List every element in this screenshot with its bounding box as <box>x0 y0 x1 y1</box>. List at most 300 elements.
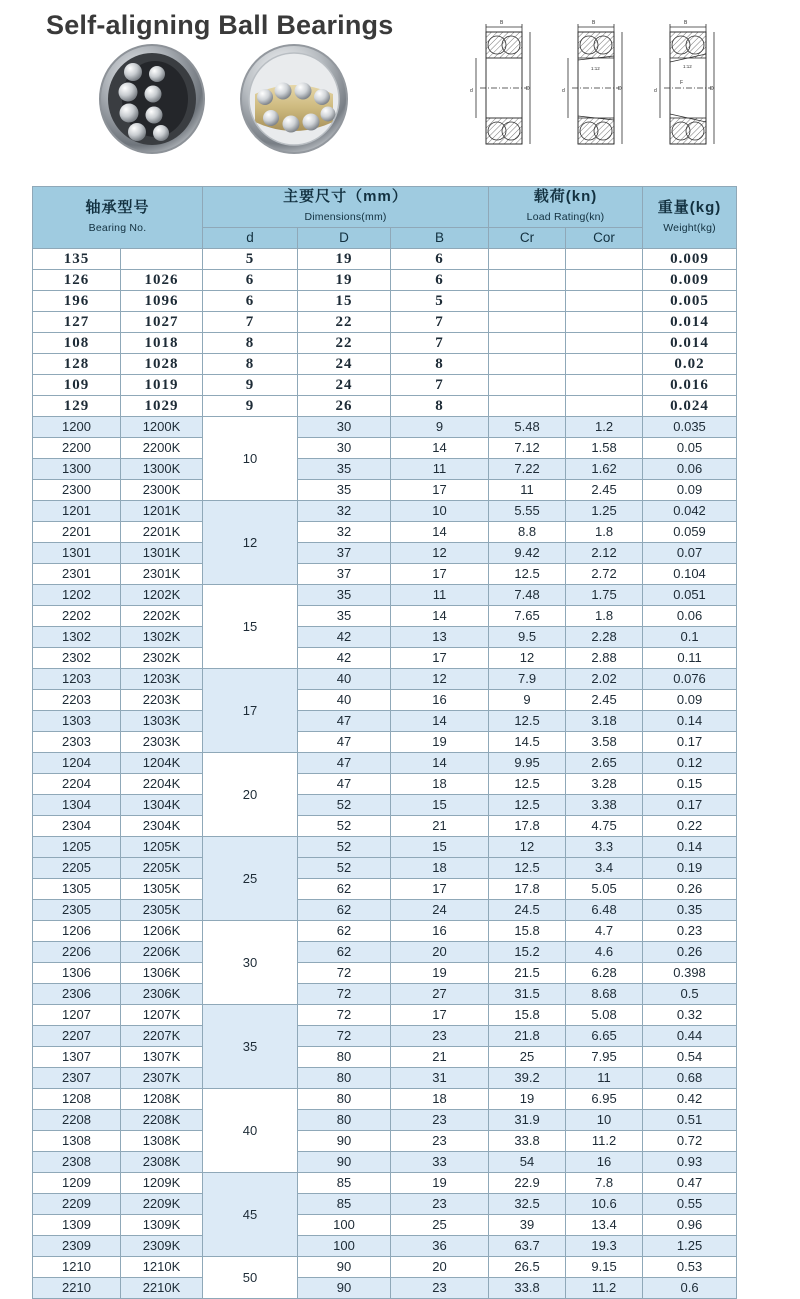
cell-weight: 0.55 <box>643 1194 737 1215</box>
cell-weight: 0.26 <box>643 942 737 963</box>
cell-weight: 0.5 <box>643 984 737 1005</box>
header-weight-en: Weight(kg) <box>663 221 716 234</box>
cell-bearing-no-1: 1309 <box>33 1215 121 1236</box>
cell-dynamic-load-Cr: 7.48 <box>489 585 566 606</box>
cell-bore-d: 9 <box>203 396 298 417</box>
header-col-Cor: Cor <box>566 228 643 249</box>
bearing-photo-group <box>95 42 360 157</box>
cell-static-load-Cor: 1.75 <box>566 585 643 606</box>
cell-weight: 0.06 <box>643 459 737 480</box>
cell-bearing-no-2: 2305K <box>121 900 203 921</box>
cell-outer-diameter-D: 32 <box>298 501 391 522</box>
cell-outer-diameter-D: 32 <box>298 522 391 543</box>
cell-bearing-no-1: 1208 <box>33 1089 121 1110</box>
cell-bearing-no-1: 2303 <box>33 732 121 753</box>
cell-bore-d: 8 <box>203 333 298 354</box>
cell-width-B: 7 <box>391 333 489 354</box>
cell-static-load-Cor: 2.45 <box>566 690 643 711</box>
svg-text:F: F <box>680 80 684 86</box>
cell-static-load-Cor: 11 <box>566 1068 643 1089</box>
cell-outer-diameter-D: 47 <box>298 753 391 774</box>
cell-bore-d: 8 <box>203 354 298 375</box>
cell-dynamic-load-Cr: 15.2 <box>489 942 566 963</box>
cell-dynamic-load-Cr: 22.9 <box>489 1173 566 1194</box>
cell-outer-diameter-D: 47 <box>298 732 391 753</box>
cell-dynamic-load-Cr <box>489 291 566 312</box>
table-row <box>33 837 737 858</box>
cell-dynamic-load-Cr: 12.5 <box>489 774 566 795</box>
header-banner <box>0 0 800 178</box>
cell-outer-diameter-D: 72 <box>298 963 391 984</box>
table-row <box>33 1194 737 1215</box>
cell-outer-diameter-D: 80 <box>298 1089 391 1110</box>
cell-width-B: 8 <box>391 354 489 375</box>
cell-outer-diameter-D: 35 <box>298 606 391 627</box>
cell-bearing-no-2: 2205K <box>121 858 203 879</box>
cell-bearing-no-1: 1303 <box>33 711 121 732</box>
cell-bearing-no-2: 2208K <box>121 1110 203 1131</box>
cell-static-load-Cor: 1.25 <box>566 501 643 522</box>
cell-bearing-no-2: 2300K <box>121 480 203 501</box>
cell-weight: 0.009 <box>643 270 737 291</box>
cell-width-B: 15 <box>391 795 489 816</box>
cell-static-load-Cor <box>566 270 643 291</box>
cell-outer-diameter-D: 52 <box>298 858 391 879</box>
cell-static-load-Cor: 6.28 <box>566 963 643 984</box>
cell-bearing-no-2: 2309K <box>121 1236 203 1257</box>
cell-bearing-no-1: 2204 <box>33 774 121 795</box>
cell-outer-diameter-D: 35 <box>298 585 391 606</box>
cell-weight: 0.51 <box>643 1110 737 1131</box>
cell-weight: 0.44 <box>643 1026 737 1047</box>
cell-bearing-no-1: 1300 <box>33 459 121 480</box>
table-row <box>33 543 737 564</box>
cell-dynamic-load-Cr: 31.9 <box>489 1110 566 1131</box>
cell-dynamic-load-Cr: 12.5 <box>489 795 566 816</box>
table-row <box>33 1173 737 1194</box>
cell-static-load-Cor: 1.2 <box>566 417 643 438</box>
cell-dynamic-load-Cr: 9.5 <box>489 627 566 648</box>
cell-dynamic-load-Cr: 12.5 <box>489 858 566 879</box>
cell-width-B: 16 <box>391 690 489 711</box>
cell-width-B: 6 <box>391 249 489 270</box>
cell-bearing-no-1: 129 <box>33 396 121 417</box>
cell-dynamic-load-Cr: 33.8 <box>489 1278 566 1299</box>
cell-static-load-Cor: 2.88 <box>566 648 643 669</box>
cell-outer-diameter-D: 90 <box>298 1278 391 1299</box>
cell-dynamic-load-Cr <box>489 354 566 375</box>
cell-weight: 0.009 <box>643 249 737 270</box>
cell-width-B: 19 <box>391 732 489 753</box>
cell-weight: 0.22 <box>643 816 737 837</box>
cell-dynamic-load-Cr <box>489 249 566 270</box>
cell-bearing-no-2: 2209K <box>121 1194 203 1215</box>
cell-bore-d: 17 <box>203 669 298 753</box>
cell-static-load-Cor: 2.02 <box>566 669 643 690</box>
cell-width-B: 7 <box>391 375 489 396</box>
cell-bore-d: 9 <box>203 375 298 396</box>
svg-text:D: D <box>526 86 530 92</box>
table-row <box>33 879 737 900</box>
cell-bearing-no-1: 1201 <box>33 501 121 522</box>
cell-outer-diameter-D: 24 <box>298 375 391 396</box>
cell-weight: 0.54 <box>643 1047 737 1068</box>
cell-weight: 0.024 <box>643 396 737 417</box>
cell-dynamic-load-Cr: 7.12 <box>489 438 566 459</box>
cell-dynamic-load-Cr: 5.48 <box>489 417 566 438</box>
table-row <box>33 711 737 732</box>
cell-dynamic-load-Cr: 12.5 <box>489 711 566 732</box>
header-col-Cr: Cr <box>489 228 566 249</box>
cell-outer-diameter-D: 42 <box>298 627 391 648</box>
cell-outer-diameter-D: 19 <box>298 249 391 270</box>
cell-static-load-Cor: 2.72 <box>566 564 643 585</box>
cell-static-load-Cor: 11.2 <box>566 1131 643 1152</box>
cell-bearing-no-1: 2203 <box>33 690 121 711</box>
cell-dynamic-load-Cr: 39 <box>489 1215 566 1236</box>
cell-bearing-no-1: 1302 <box>33 627 121 648</box>
cell-width-B: 6 <box>391 270 489 291</box>
cell-outer-diameter-D: 72 <box>298 1026 391 1047</box>
bearing-photo-steel-cage <box>95 42 210 157</box>
cell-width-B: 21 <box>391 1047 489 1068</box>
cell-weight: 0.014 <box>643 312 737 333</box>
cell-outer-diameter-D: 26 <box>298 396 391 417</box>
cell-weight: 0.104 <box>643 564 737 585</box>
cell-outer-diameter-D: 30 <box>298 438 391 459</box>
cell-dynamic-load-Cr: 14.5 <box>489 732 566 753</box>
cell-outer-diameter-D: 90 <box>298 1131 391 1152</box>
svg-text:d: d <box>470 88 473 94</box>
cell-outer-diameter-D: 85 <box>298 1173 391 1194</box>
cell-weight: 0.19 <box>643 858 737 879</box>
cell-bearing-no-1: 135 <box>33 249 121 270</box>
cell-static-load-Cor: 5.08 <box>566 1005 643 1026</box>
cell-dynamic-load-Cr: 5.55 <box>489 501 566 522</box>
cell-bore-d: 25 <box>203 837 298 921</box>
cell-bearing-no-1: 1207 <box>33 1005 121 1026</box>
cell-width-B: 31 <box>391 1068 489 1089</box>
cell-width-B: 16 <box>391 921 489 942</box>
table-row <box>33 459 737 480</box>
header-bearing-no-en: Bearing No. <box>88 221 147 234</box>
cell-outer-diameter-D: 52 <box>298 837 391 858</box>
cell-weight: 1.25 <box>643 1236 737 1257</box>
cell-bearing-no-2: 2202K <box>121 606 203 627</box>
cell-bearing-no-1: 2207 <box>33 1026 121 1047</box>
cell-weight: 0.06 <box>643 606 737 627</box>
cell-bearing-no-2: 1208K <box>121 1089 203 1110</box>
cell-width-B: 10 <box>391 501 489 522</box>
cell-weight: 0.09 <box>643 480 737 501</box>
cell-bearing-no-1: 2304 <box>33 816 121 837</box>
cell-weight: 0.09 <box>643 690 737 711</box>
cell-bore-d: 30 <box>203 921 298 1005</box>
cell-outer-diameter-D: 62 <box>298 921 391 942</box>
cell-bearing-no-1: 1307 <box>33 1047 121 1068</box>
cell-outer-diameter-D: 42 <box>298 648 391 669</box>
cell-width-B: 14 <box>391 606 489 627</box>
cell-weight: 0.6 <box>643 1278 737 1299</box>
cell-dynamic-load-Cr: 32.5 <box>489 1194 566 1215</box>
cell-outer-diameter-D: 100 <box>298 1236 391 1257</box>
cell-width-B: 9 <box>391 417 489 438</box>
cell-static-load-Cor: 3.4 <box>566 858 643 879</box>
cell-outer-diameter-D: 35 <box>298 480 391 501</box>
header-dimensions-en: Dimensions(mm) <box>304 211 387 223</box>
cell-bore-d: 20 <box>203 753 298 837</box>
cell-weight: 0.72 <box>643 1131 737 1152</box>
table-row <box>33 963 737 984</box>
cell-dynamic-load-Cr: 33.8 <box>489 1131 566 1152</box>
cell-static-load-Cor: 7.8 <box>566 1173 643 1194</box>
cell-bearing-no-2: 1019 <box>121 375 203 396</box>
cell-dynamic-load-Cr: 25 <box>489 1047 566 1068</box>
table-row <box>33 1152 737 1173</box>
cell-width-B: 36 <box>391 1236 489 1257</box>
cell-static-load-Cor <box>566 291 643 312</box>
cell-dynamic-load-Cr: 39.2 <box>489 1068 566 1089</box>
cell-outer-diameter-D: 37 <box>298 564 391 585</box>
cell-dynamic-load-Cr: 21.8 <box>489 1026 566 1047</box>
cell-outer-diameter-D: 40 <box>298 690 391 711</box>
cell-static-load-Cor <box>566 354 643 375</box>
table-row <box>33 270 737 291</box>
cell-bearing-no-2: 1205K <box>121 837 203 858</box>
table-row <box>33 522 737 543</box>
cell-bearing-no-2: 1207K <box>121 1005 203 1026</box>
cell-static-load-Cor <box>566 312 643 333</box>
cell-dynamic-load-Cr <box>489 312 566 333</box>
cell-dynamic-load-Cr: 21.5 <box>489 963 566 984</box>
cell-weight: 0.11 <box>643 648 737 669</box>
table-row <box>33 417 737 438</box>
cell-bearing-no-2: 1303K <box>121 711 203 732</box>
cell-weight: 0.15 <box>643 774 737 795</box>
table-row <box>33 354 737 375</box>
cell-outer-diameter-D: 35 <box>298 459 391 480</box>
table-row <box>33 1068 737 1089</box>
cell-bearing-no-1: 1308 <box>33 1131 121 1152</box>
cell-bearing-no-2: 1209K <box>121 1173 203 1194</box>
cell-outer-diameter-D: 90 <box>298 1152 391 1173</box>
svg-text:d: d <box>562 88 565 94</box>
cell-weight: 0.47 <box>643 1173 737 1194</box>
header-load-en: Load Rating(kn) <box>526 211 605 223</box>
cell-bearing-no-2: 2306K <box>121 984 203 1005</box>
cell-width-B: 24 <box>391 900 489 921</box>
cell-bearing-no-2: 2308K <box>121 1152 203 1173</box>
header-dimensions <box>203 187 489 228</box>
cell-bearing-no-1: 109 <box>33 375 121 396</box>
cell-outer-diameter-D: 85 <box>298 1194 391 1215</box>
table-row <box>33 774 737 795</box>
cell-bearing-no-1: 127 <box>33 312 121 333</box>
cell-width-B: 12 <box>391 669 489 690</box>
cell-bearing-no-1: 2306 <box>33 984 121 1005</box>
table-row <box>33 921 737 942</box>
header-col-D: D <box>298 228 391 249</box>
bearing-photo-brass-cage <box>237 42 352 157</box>
header-load-cn: 载荷(kn) <box>533 188 598 205</box>
cell-bearing-no-2: 1029 <box>121 396 203 417</box>
cell-bearing-no-1: 2210 <box>33 1278 121 1299</box>
svg-text:1:12: 1:12 <box>591 66 600 71</box>
cell-bore-d: 5 <box>203 249 298 270</box>
cell-dynamic-load-Cr: 24.5 <box>489 900 566 921</box>
cell-static-load-Cor: 2.28 <box>566 627 643 648</box>
cell-bearing-no-1: 196 <box>33 291 121 312</box>
cell-outer-diameter-D: 62 <box>298 942 391 963</box>
table-row <box>33 291 737 312</box>
cell-weight: 0.42 <box>643 1089 737 1110</box>
svg-text:1:12: 1:12 <box>683 64 692 69</box>
cell-static-load-Cor: 16 <box>566 1152 643 1173</box>
cell-bore-d: 12 <box>203 501 298 585</box>
table-head <box>33 187 737 249</box>
table-row <box>33 648 737 669</box>
cell-width-B: 11 <box>391 585 489 606</box>
cell-bearing-no-1: 2205 <box>33 858 121 879</box>
cell-width-B: 15 <box>391 837 489 858</box>
cell-bearing-no-2: 1018 <box>121 333 203 354</box>
cell-bearing-no-1: 1204 <box>33 753 121 774</box>
cell-dynamic-load-Cr: 12 <box>489 837 566 858</box>
cell-dynamic-load-Cr: 15.8 <box>489 1005 566 1026</box>
cell-outer-diameter-D: 15 <box>298 291 391 312</box>
cell-weight: 0.005 <box>643 291 737 312</box>
cell-bearing-no-1: 128 <box>33 354 121 375</box>
cell-static-load-Cor: 8.68 <box>566 984 643 1005</box>
table-row <box>33 606 737 627</box>
cell-bore-d: 40 <box>203 1089 298 1173</box>
cell-bearing-no-2: 1028 <box>121 354 203 375</box>
cell-weight: 0.14 <box>643 837 737 858</box>
cell-static-load-Cor: 11.2 <box>566 1278 643 1299</box>
cell-width-B: 17 <box>391 564 489 585</box>
cell-static-load-Cor: 7.95 <box>566 1047 643 1068</box>
cell-bearing-no-1: 2201 <box>33 522 121 543</box>
cell-static-load-Cor: 3.18 <box>566 711 643 732</box>
cell-static-load-Cor: 2.12 <box>566 543 643 564</box>
cell-width-B: 17 <box>391 648 489 669</box>
cell-static-load-Cor: 10 <box>566 1110 643 1131</box>
table-row <box>33 900 737 921</box>
cell-dynamic-load-Cr: 19 <box>489 1089 566 1110</box>
cell-static-load-Cor: 10.6 <box>566 1194 643 1215</box>
header-bearing-no-cn: 轴承型号 <box>85 198 150 216</box>
cell-dynamic-load-Cr: 15.8 <box>489 921 566 942</box>
cell-dynamic-load-Cr: 12 <box>489 648 566 669</box>
cell-weight: 0.35 <box>643 900 737 921</box>
cell-bearing-no-2: 1027 <box>121 312 203 333</box>
cell-static-load-Cor: 6.65 <box>566 1026 643 1047</box>
cell-weight: 0.042 <box>643 501 737 522</box>
table-row <box>33 732 737 753</box>
cell-bearing-no-2: 1204K <box>121 753 203 774</box>
cell-bearing-no-1: 1304 <box>33 795 121 816</box>
cell-outer-diameter-D: 90 <box>298 1257 391 1278</box>
cell-weight: 0.051 <box>643 585 737 606</box>
cell-dynamic-load-Cr: 54 <box>489 1152 566 1173</box>
table-row <box>33 1131 737 1152</box>
cell-weight: 0.96 <box>643 1215 737 1236</box>
cell-width-B: 7 <box>391 312 489 333</box>
svg-text:D: D <box>618 86 622 92</box>
cell-width-B: 18 <box>391 774 489 795</box>
cell-bearing-no-1: 1210 <box>33 1257 121 1278</box>
table-row <box>33 1026 737 1047</box>
table-row <box>33 312 737 333</box>
cell-bearing-no-2: 2204K <box>121 774 203 795</box>
header-bearing-no <box>33 187 203 249</box>
cell-weight: 0.17 <box>643 732 737 753</box>
table-row <box>33 669 737 690</box>
header-weight-cn: 重量(kg) <box>657 198 722 216</box>
cell-bearing-no-1: 2307 <box>33 1068 121 1089</box>
table-row <box>33 1110 737 1131</box>
cell-outer-diameter-D: 37 <box>298 543 391 564</box>
cell-bore-d: 50 <box>203 1257 298 1299</box>
cell-bearing-no-1: 2302 <box>33 648 121 669</box>
cell-bearing-no-1: 2305 <box>33 900 121 921</box>
cell-outer-diameter-D: 62 <box>298 900 391 921</box>
cell-static-load-Cor: 2.45 <box>566 480 643 501</box>
cell-dynamic-load-Cr: 9.42 <box>489 543 566 564</box>
cell-bearing-no-1: 2208 <box>33 1110 121 1131</box>
cell-dynamic-load-Cr: 9 <box>489 690 566 711</box>
cell-bearing-no-2: 1202K <box>121 585 203 606</box>
cell-static-load-Cor: 3.38 <box>566 795 643 816</box>
cell-bearing-no-2: 1096 <box>121 291 203 312</box>
cell-dynamic-load-Cr: 11 <box>489 480 566 501</box>
cell-bearing-no-1: 2206 <box>33 942 121 963</box>
cell-weight: 0.07 <box>643 543 737 564</box>
cell-bearing-no-2: 2206K <box>121 942 203 963</box>
cell-bearing-no-2: 2203K <box>121 690 203 711</box>
svg-text:D: D <box>710 86 714 92</box>
cell-dynamic-load-Cr: 12.5 <box>489 564 566 585</box>
table-row <box>33 396 737 417</box>
cell-dynamic-load-Cr: 17.8 <box>489 816 566 837</box>
cell-bearing-no-2: 1304K <box>121 795 203 816</box>
table-body <box>33 249 737 1299</box>
cell-bearing-no-2: 2303K <box>121 732 203 753</box>
svg-text:B: B <box>684 20 688 26</box>
cell-static-load-Cor: 3.28 <box>566 774 643 795</box>
cell-weight: 0.05 <box>643 438 737 459</box>
table-row <box>33 480 737 501</box>
cell-bearing-no-2: 2200K <box>121 438 203 459</box>
cell-width-B: 20 <box>391 1257 489 1278</box>
table-row <box>33 1236 737 1257</box>
cell-weight: 0.32 <box>643 1005 737 1026</box>
cell-static-load-Cor: 6.48 <box>566 900 643 921</box>
cell-dynamic-load-Cr: 26.5 <box>489 1257 566 1278</box>
table-row <box>33 858 737 879</box>
cell-weight: 0.059 <box>643 522 737 543</box>
cell-static-load-Cor <box>566 375 643 396</box>
table-row <box>33 1215 737 1236</box>
cell-bearing-no-1: 2308 <box>33 1152 121 1173</box>
cell-outer-diameter-D: 47 <box>298 774 391 795</box>
cell-width-B: 33 <box>391 1152 489 1173</box>
cell-width-B: 19 <box>391 963 489 984</box>
header-dimensions-cn: 主要尺寸（mm） <box>283 188 408 205</box>
cell-outer-diameter-D: 24 <box>298 354 391 375</box>
header-load-rating <box>489 187 643 228</box>
cell-dynamic-load-Cr: 7.65 <box>489 606 566 627</box>
